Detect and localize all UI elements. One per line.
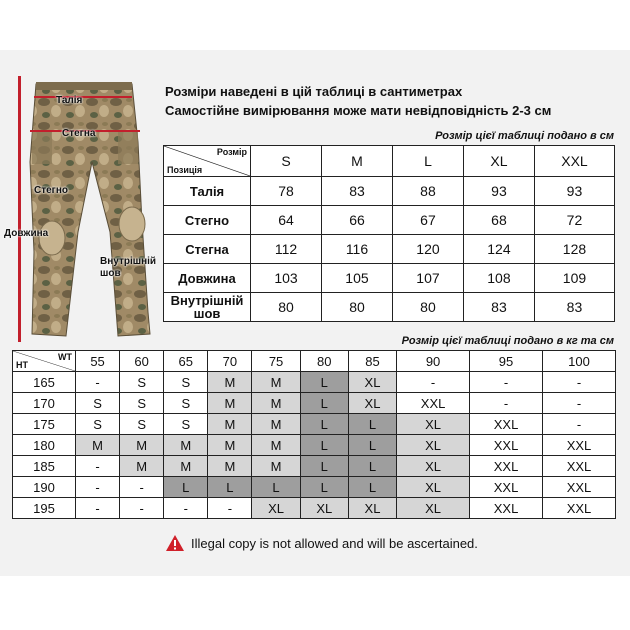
size-value-cell: 124 <box>463 235 534 264</box>
size-chart-cell: XXL <box>470 498 543 519</box>
size-chart-cell: XL <box>397 477 470 498</box>
size-chart-cell: XL <box>397 456 470 477</box>
size-chart-cell: - <box>164 498 208 519</box>
size-table-corner-cell <box>164 146 251 177</box>
size-value-cell: 112 <box>251 235 322 264</box>
size-header-cell: XXL <box>534 146 614 177</box>
size-value-cell: 80 <box>321 293 392 322</box>
size-chart-cell: - <box>76 498 120 519</box>
size-value-cell: 116 <box>321 235 392 264</box>
chart-table-corner-cell <box>13 351 76 372</box>
size-chart-cell: M <box>252 372 300 393</box>
chart-table-row <box>13 435 616 456</box>
chart-table-corner-top: WT <box>58 352 72 362</box>
size-chart-cell: XL <box>252 498 300 519</box>
weight-header-cell: 65 <box>164 351 208 372</box>
size-value-cell: 80 <box>251 293 322 322</box>
chart-table-row <box>13 477 616 498</box>
size-chart-cell: S <box>120 372 164 393</box>
warning-text: Illegal copy is not allowed and will be ascertained. <box>191 535 478 551</box>
size-chart-cell: L <box>348 435 396 456</box>
size-value-cell: 83 <box>321 177 392 206</box>
size-chart-cell: M <box>252 393 300 414</box>
size-chart-cell: S <box>76 393 120 414</box>
height-label-cell: 180 <box>13 435 76 456</box>
size-table-row <box>164 264 615 293</box>
size-chart-cell: XXL <box>470 435 543 456</box>
size-chart-cell: XXL <box>543 477 616 498</box>
size-value-cell: 108 <box>463 264 534 293</box>
weight-header-cell: 95 <box>470 351 543 372</box>
size-chart-cell: L <box>348 456 396 477</box>
size-row-label: Довжина <box>164 264 251 293</box>
size-table-row <box>164 293 615 322</box>
size-chart-cell: M <box>208 372 252 393</box>
weight-header-cell: 75 <box>252 351 300 372</box>
size-chart-cell: L <box>300 372 348 393</box>
heading-line-1: Розміри наведені в цій таблиці в сантиметрах <box>165 84 463 99</box>
size-row-label: Внутрішній шов <box>164 293 251 322</box>
size-value-cell: 68 <box>463 206 534 235</box>
size-chart-cell: M <box>76 435 120 456</box>
size-chart-cell: XXL <box>397 393 470 414</box>
size-chart-cell: L <box>300 435 348 456</box>
size-table <box>163 145 615 322</box>
size-chart-cell: XL <box>397 414 470 435</box>
size-chart-cell: - <box>120 498 164 519</box>
size-chart-cell: - <box>120 477 164 498</box>
size-chart-cell: L <box>164 477 208 498</box>
size-chart-cell: S <box>120 414 164 435</box>
size-chart-cell: M <box>252 435 300 456</box>
weight-header-cell: 60 <box>120 351 164 372</box>
size-chart-cell: XXL <box>543 456 616 477</box>
size-chart-cell: XXL <box>470 477 543 498</box>
size-chart-cell: M <box>208 414 252 435</box>
height-label-cell: 170 <box>13 393 76 414</box>
size-value-cell: 105 <box>321 264 392 293</box>
page-heading <box>165 82 551 120</box>
weight-header-cell: 55 <box>76 351 120 372</box>
size-value-cell: 78 <box>251 177 322 206</box>
size-chart-cell: L <box>208 477 252 498</box>
size-header-cell: M <box>321 146 392 177</box>
size-chart-cell: XXL <box>543 498 616 519</box>
size-chart-cell: - <box>543 372 616 393</box>
size-chart-cell: XXL <box>543 435 616 456</box>
weight-header-cell: 100 <box>543 351 616 372</box>
size-chart-cell: - <box>470 393 543 414</box>
size-chart-cell: M <box>120 435 164 456</box>
size-chart-cell: M <box>208 456 252 477</box>
size-row-label: Стегна <box>164 235 251 264</box>
height-weight-table <box>12 350 616 519</box>
chart-table-row <box>13 372 616 393</box>
chart-table-row <box>13 456 616 477</box>
size-chart-cell: M <box>252 414 300 435</box>
size-value-cell: 107 <box>392 264 463 293</box>
size-table-corner-bottom: Позиція <box>167 165 203 175</box>
size-chart-cell: L <box>348 477 396 498</box>
chart-table-header-row <box>13 351 616 372</box>
size-value-cell: 93 <box>534 177 614 206</box>
size-chart-cell: - <box>543 393 616 414</box>
size-value-cell: 72 <box>534 206 614 235</box>
size-row-label: Стегно <box>164 206 251 235</box>
size-table-header-row <box>164 146 615 177</box>
figure-label-hip: Стегна <box>62 128 96 139</box>
size-value-cell: 83 <box>534 293 614 322</box>
weight-header-cell: 80 <box>300 351 348 372</box>
height-label-cell: 190 <box>13 477 76 498</box>
size-row-label: Талія <box>164 177 251 206</box>
size-value-cell: 64 <box>251 206 322 235</box>
size-table-row <box>164 235 615 264</box>
height-label-cell: 165 <box>13 372 76 393</box>
size-chart-cell: M <box>252 456 300 477</box>
size-chart-cell: - <box>76 477 120 498</box>
size-chart-cell: M <box>164 435 208 456</box>
size-table-row <box>164 177 615 206</box>
pants-figure-image <box>14 72 164 342</box>
size-chart-cell: - <box>543 414 616 435</box>
size-chart-cell: - <box>397 372 470 393</box>
copy-warning <box>165 534 478 552</box>
size-chart-cell: - <box>76 456 120 477</box>
size-chart-cell: XL <box>348 498 396 519</box>
size-chart-cell: L <box>300 393 348 414</box>
size-chart-cell: - <box>208 498 252 519</box>
size-chart-cell: XXL <box>470 414 543 435</box>
figure-label-inseam: Внутрішній шов <box>100 256 157 279</box>
size-chart-cell: L <box>300 456 348 477</box>
size-chart-cell: S <box>164 414 208 435</box>
size-chart-cell: L <box>252 477 300 498</box>
size-chart-cell: XL <box>397 498 470 519</box>
size-header-cell: XL <box>463 146 534 177</box>
size-value-cell: 83 <box>463 293 534 322</box>
size-value-cell: 67 <box>392 206 463 235</box>
size-chart-cell: S <box>120 393 164 414</box>
size-value-cell: 120 <box>392 235 463 264</box>
inseam-indicator-line <box>18 76 21 342</box>
weight-header-cell: 90 <box>397 351 470 372</box>
weight-header-cell: 70 <box>208 351 252 372</box>
size-value-cell: 128 <box>534 235 614 264</box>
figure-label-thigh: Стегно <box>34 185 68 196</box>
chart-table-row <box>13 498 616 519</box>
size-table-caption: Розмір цієї таблиці подано в см <box>435 130 614 142</box>
size-chart-cell: S <box>164 393 208 414</box>
height-label-cell: 185 <box>13 456 76 477</box>
size-table-corner-top: Розмір <box>216 147 247 157</box>
size-value-cell: 109 <box>534 264 614 293</box>
size-chart-cell: - <box>76 372 120 393</box>
size-chart-cell: S <box>164 372 208 393</box>
size-chart-cell: L <box>348 414 396 435</box>
waist-indicator-line <box>34 96 132 98</box>
size-table-row <box>164 206 615 235</box>
size-header-cell: L <box>392 146 463 177</box>
size-value-cell: 80 <box>392 293 463 322</box>
chart-table-row <box>13 393 616 414</box>
heading-line-2: Самостійне вимірювання може мати невідповідність 2-3 см <box>165 103 552 118</box>
height-label-cell: 175 <box>13 414 76 435</box>
size-chart-cell: - <box>470 372 543 393</box>
figure-label-waist: Талія <box>56 95 83 106</box>
size-value-cell: 93 <box>463 177 534 206</box>
size-chart-cell: XL <box>348 393 396 414</box>
height-label-cell: 195 <box>13 498 76 519</box>
size-chart-cell: S <box>76 414 120 435</box>
warning-triangle-icon <box>165 534 185 552</box>
size-chart-cell: XL <box>348 372 396 393</box>
size-value-cell: 103 <box>251 264 322 293</box>
size-header-cell: S <box>251 146 322 177</box>
size-chart-cell: M <box>164 456 208 477</box>
figure-label-length: Довжина <box>4 228 49 239</box>
size-chart-cell: L <box>300 414 348 435</box>
size-value-cell: 66 <box>321 206 392 235</box>
size-chart-cell: XL <box>397 435 470 456</box>
chart-table-corner-bottom: HT <box>16 360 28 370</box>
size-chart-cell: M <box>208 393 252 414</box>
size-chart-cell: L <box>300 477 348 498</box>
chart-table-row <box>13 414 616 435</box>
size-value-cell: 88 <box>392 177 463 206</box>
size-chart-cell: XXL <box>470 456 543 477</box>
size-chart-cell: M <box>208 435 252 456</box>
size-chart-cell: M <box>120 456 164 477</box>
size-chart-cell: XL <box>300 498 348 519</box>
chart-table-caption: Розмір цієї таблиці подано в кг та см <box>401 335 614 347</box>
weight-header-cell: 85 <box>348 351 396 372</box>
